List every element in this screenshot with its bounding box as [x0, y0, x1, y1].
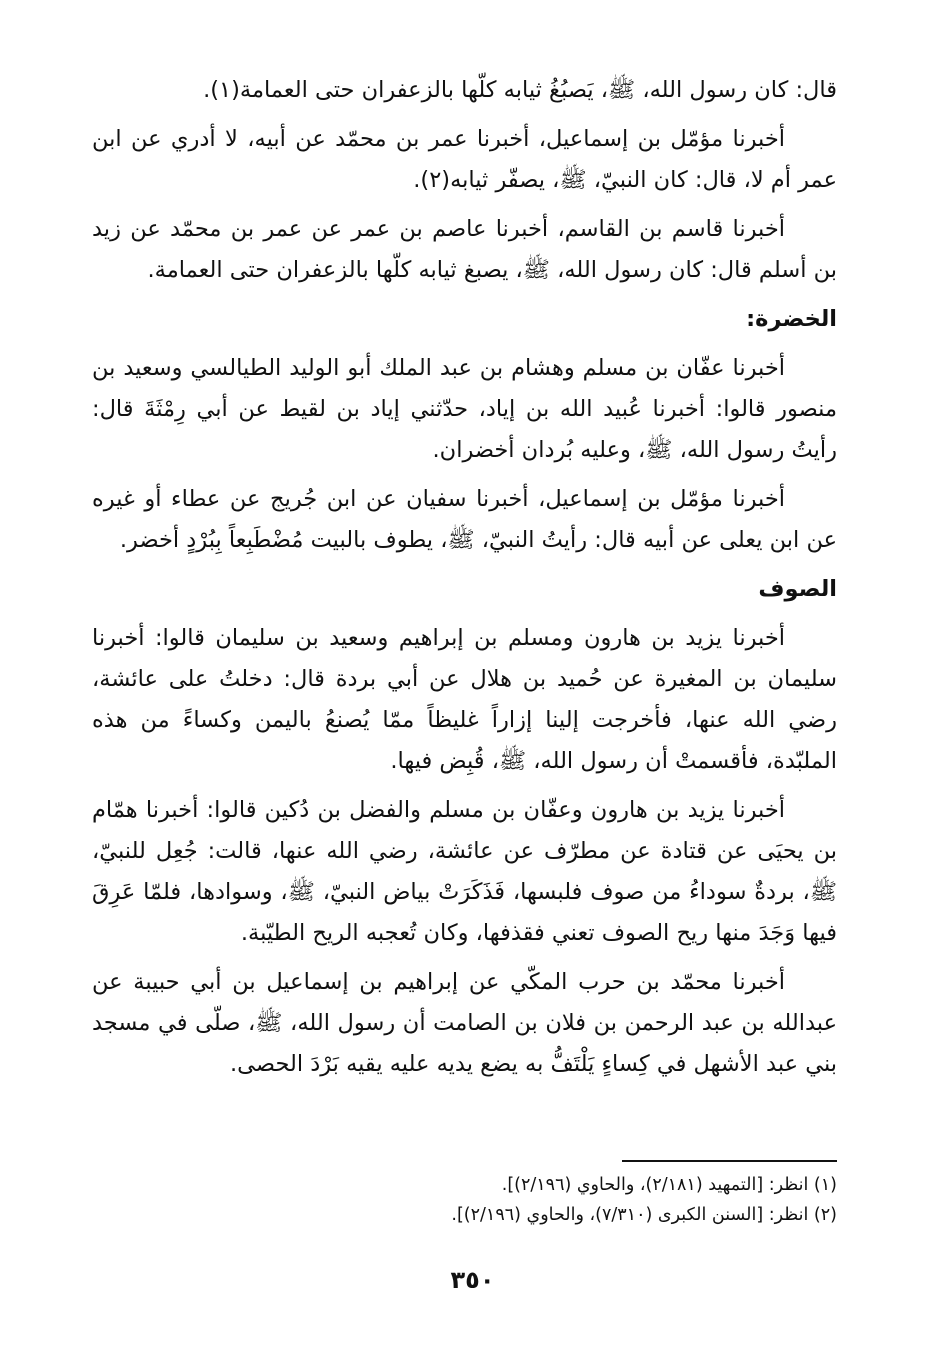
- footnote-2: (٢) انظر: [السنن الكبرى (٧/٣١٠)، والحاوي (٢/١٩٦)].: [451, 1205, 837, 1225]
- paragraph-2: أخبرنا مؤمّل بن إسماعيل، أخبرنا عمر بن محمّد عن أبيه، لا أدري عن ابن عمر أم لا، قال: كان النبيّ، ﷺ، يصفّر ثيابه(٢).: [92, 126, 837, 193]
- paragraph-7: أخبرنا يزيد بن هارون وعفّان بن مسلم والفضل بن دُكين قالوا: أخبرنا همّام بن يحيَى عن قتادة عن مطرّف عن عائشة، رضي الله عنها، قالت: جُعِل للنبيّ، ﷺ، بردةٌ سوداءُ من صوف فلبسها، فَذَكَرَتْ بياض النبيّ، ﷺ، وسوادها، فلمّا عَرِقَ فيها وَجَدَ منها ريح الصوف تعني فقذفها، وكان تُعجبه الريح الطيّبة.: [92, 797, 837, 946]
- section-heading-green: الخضرة:: [746, 306, 837, 332]
- paragraph-8: أخبرنا محمّد بن حرب المكّي عن إبراهيم بن إسماعيل بن أبي حبيبة عن عبدالله بن عبد الرحمن بن فلان بن الصامت أن رسول الله، ﷺ، صلّى في مسجد بني عبد الأشهل في كِساءٍ يَلْتَفُّ به يضع يديه عليه يقيه بَرْدَ الحصى.: [92, 969, 837, 1077]
- paragraph-6: أخبرنا يزيد بن هارون ومسلم بن إبراهيم وسعيد بن سليمان قالوا: أخبرنا سليمان بن المغيرة عن حُميد بن هلال عن أبي بردة قال: دخلتُ على عائشة، رضي الله عنها، فأخرجت إلينا إزاراً غليظاً ممّا يُصنعُ باليمن وكساءً من هذه الملبّدة، فأقسمتْ أن رسول الله، ﷺ، قُبِض فيها.: [92, 625, 837, 774]
- paragraph-1: قال: كان رسول الله، ﷺ، يَصبُغُ ثيابه كلّها بالزعفران حتى العمامة(١).: [203, 77, 837, 103]
- section-heading-wool: الصوف: [758, 576, 837, 602]
- paragraph-3: أخبرنا قاسم بن القاسم، أخبرنا عاصم بن عمر عن عمر بن محمّد عن زيد بن أسلم قال: كان رسول الله، ﷺ، يصبغ ثيابه كلّها بالزعفران حتى العمامة.: [92, 216, 837, 283]
- paragraph-4: أخبرنا عفّان بن مسلم وهشام بن عبد الملك أبو الوليد الطيالسي وسعيد بن منصور قالوا: أخبرنا عُبيد الله بن إياد، حدّثني إياد بن لقيط عن أبي رِمْثَةَ قال: رأيتُ رسول الله، ﷺ، وعليه بُردان أخضران.: [92, 355, 837, 463]
- footnote-divider: [622, 1160, 837, 1162]
- footnote-1: (١) انظر: [التمهيد (٢/١٨١)، والحاوي (٢/١٩٦)].: [501, 1175, 837, 1195]
- page-body: [92, 70, 837, 1093]
- paragraph-5: أخبرنا مؤمّل بن إسماعيل، أخبرنا سفيان عن ابن جُريج عن عطاء أو غيره عن ابن يعلى عن أبيه قال: رأيتُ النبيّ، ﷺ، يطوف بالبيت مُضْطَبِعاً بِبُرْدٍ أخضر.: [92, 486, 837, 553]
- page-number: ٣٥٠: [450, 1266, 495, 1294]
- footnotes: [92, 1160, 837, 1230]
